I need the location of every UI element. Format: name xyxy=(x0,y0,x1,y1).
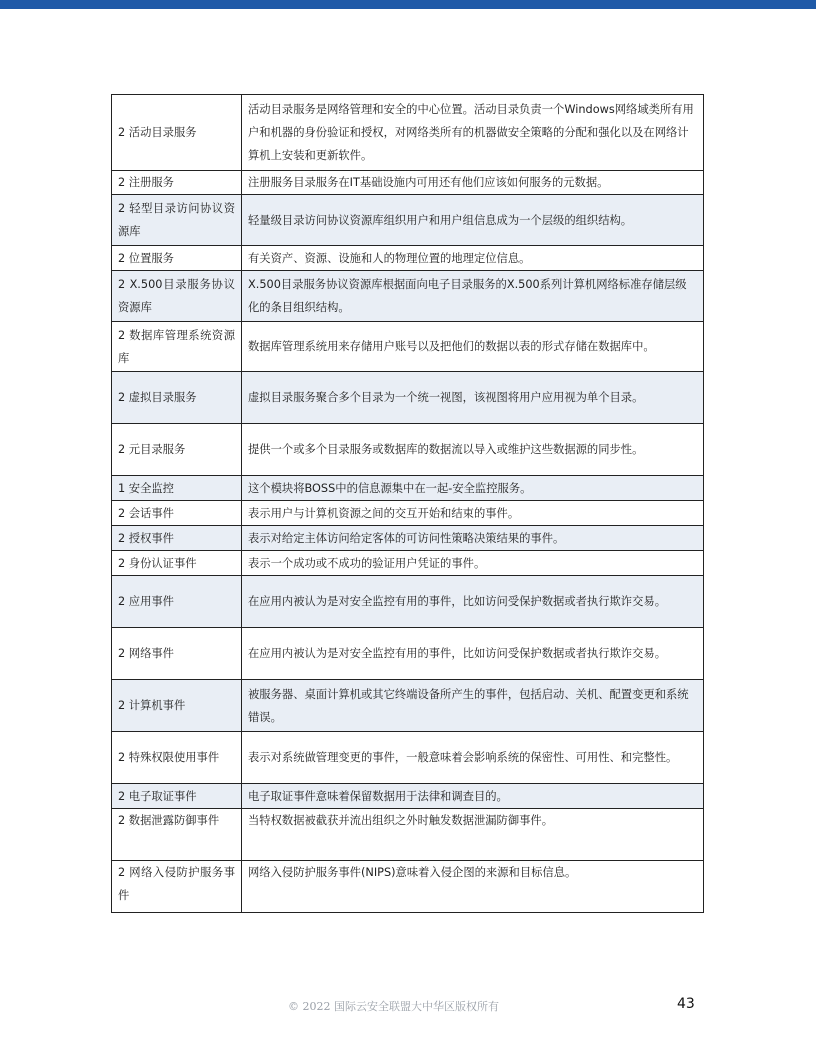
row-name: 2 虚拟目录服务 xyxy=(112,372,242,424)
row-name: 2 位置服务 xyxy=(112,246,242,271)
row-name: 2 轻型目录访问协议资源库 xyxy=(112,195,242,246)
row-name: 2 注册服务 xyxy=(112,171,242,195)
row-description: 被服务器、桌面计算机或其它终端设备所产生的事件，包括启动、关机、配置变更和系统错误。 xyxy=(242,680,704,732)
row-name: 2 网络入侵防护服务事件 xyxy=(112,861,242,913)
row-description: 电子取证事件意味着保留数据用于法律和调查目的。 xyxy=(242,784,704,809)
page-number: 43 xyxy=(677,996,695,1012)
table-row xyxy=(112,680,704,732)
row-description: 在应用内被认为是对安全监控有用的事件，比如访问受保护数据或者执行欺诈交易。 xyxy=(242,628,704,680)
row-description: 数据库管理系统用来存储用户账号以及把他们的数据以表的形式存储在数据库中。 xyxy=(242,322,704,372)
top-accent-bar xyxy=(0,0,816,9)
table-row xyxy=(112,628,704,680)
row-description: X.500目录服务协议资源库根据面向电子目录服务的X.500系列计算机网络标准存储层级化的条目组织结构。 xyxy=(242,271,704,322)
row-name: 2 网络事件 xyxy=(112,628,242,680)
row-description: 活动目录服务是网络管理和安全的中心位置。活动目录负责一个Windows网络域类所有用户和机器的身份验证和授权，对网络类所有的机器做安全策略的分配和强化以及在网络计算机上安装和更新软件。 xyxy=(242,95,704,171)
table-row xyxy=(112,551,704,576)
row-description: 表示对系统做管理变更的事件，一般意味着会影响系统的保密性、可用性、和完整性。 xyxy=(242,732,704,784)
table-row xyxy=(112,95,704,171)
table-row xyxy=(112,526,704,551)
row-name: 2 数据泄露防御事件 xyxy=(112,809,242,861)
row-name: 2 活动目录服务 xyxy=(112,95,242,171)
row-name: 2 特殊权限使用事件 xyxy=(112,732,242,784)
row-name: 2 计算机事件 xyxy=(112,680,242,732)
table-row xyxy=(112,861,704,913)
row-description: 注册服务目录服务在IT基础设施内可用还有他们应该如何服务的元数据。 xyxy=(242,171,704,195)
table-row xyxy=(112,195,704,246)
table-row xyxy=(112,424,704,476)
row-name: 1 安全监控 xyxy=(112,476,242,501)
row-description: 表示一个成功或不成功的验证用户凭证的事件。 xyxy=(242,551,704,576)
row-name: 2 元目录服务 xyxy=(112,424,242,476)
row-name: 2 会话事件 xyxy=(112,501,242,526)
row-name: 2 身份认证事件 xyxy=(112,551,242,576)
row-description: 有关资产、资源、设施和人的物理位置的地理定位信息。 xyxy=(242,246,704,271)
row-description: 表示对给定主体访问给定客体的可访问性策略决策结果的事件。 xyxy=(242,526,704,551)
table-row xyxy=(112,732,704,784)
row-description: 在应用内被认为是对安全监控有用的事件，比如访问受保护数据或者执行欺诈交易。 xyxy=(242,576,704,628)
row-name: 2 应用事件 xyxy=(112,576,242,628)
row-description: 虚拟目录服务聚合多个目录为一个统一视图，该视图将用户应用视为单个目录。 xyxy=(242,372,704,424)
table-row xyxy=(112,322,704,372)
table-row xyxy=(112,476,704,501)
row-name: 2 数据库管理系统资源库 xyxy=(112,322,242,372)
row-name: 2 X.500目录服务协议资源库 xyxy=(112,271,242,322)
row-name: 2 电子取证事件 xyxy=(112,784,242,809)
table-row xyxy=(112,246,704,271)
footer-copyright: © 2022 国际云安全联盟大中华区版权所有 xyxy=(288,1000,499,1013)
row-description: 这个模块将BOSS中的信息源集中在一起-安全监控服务。 xyxy=(242,476,704,501)
row-name: 2 授权事件 xyxy=(112,526,242,551)
table-row xyxy=(112,171,704,195)
row-description: 当特权数据被截获并流出组织之外时触发数据泄漏防御事件。 xyxy=(242,809,704,861)
table-row xyxy=(112,809,704,861)
row-description: 轻量级目录访问协议资源库组织用户和用户组信息成为一个层级的组织结构。 xyxy=(242,195,704,246)
table-row xyxy=(112,784,704,809)
table-row xyxy=(112,576,704,628)
table-row xyxy=(112,501,704,526)
row-description: 表示用户与计算机资源之间的交互开始和结束的事件。 xyxy=(242,501,704,526)
row-description: 提供一个或多个目录服务或数据库的数据流以导入或维护这些数据源的同步性。 xyxy=(242,424,704,476)
table-row xyxy=(112,271,704,322)
row-description: 网络入侵防护服务事件(NIPS)意味着入侵企图的来源和目标信息。 xyxy=(242,861,704,913)
content-table xyxy=(111,94,704,913)
table-row xyxy=(112,372,704,424)
